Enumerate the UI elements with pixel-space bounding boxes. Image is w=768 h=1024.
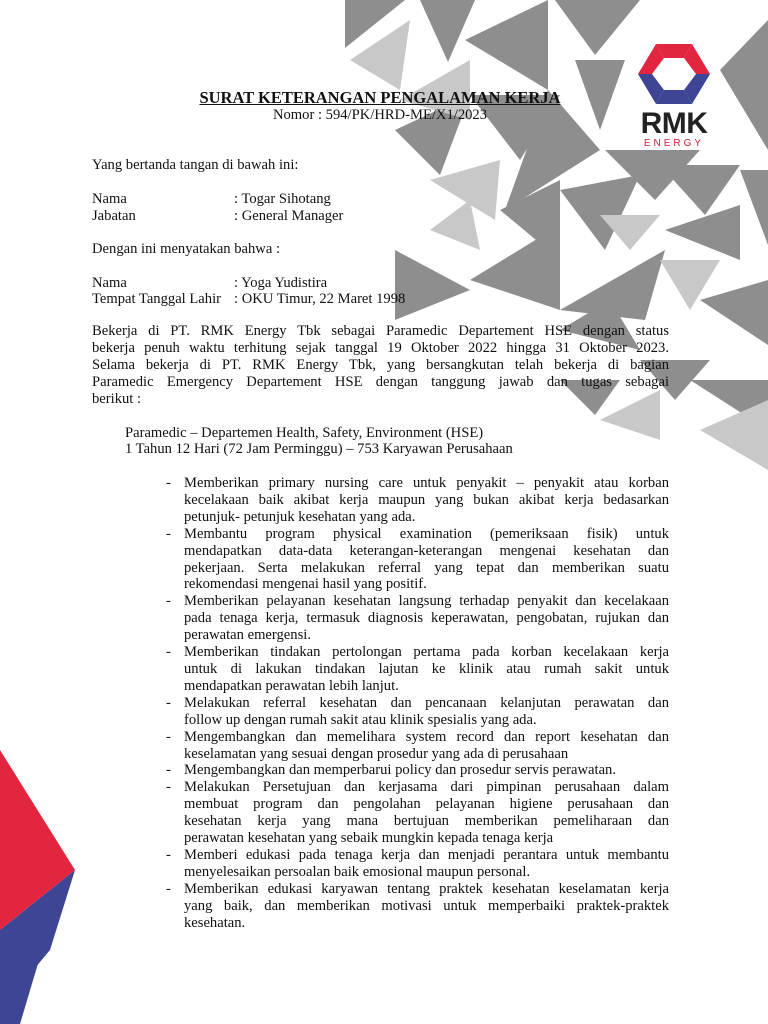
signer-position-value: : General Manager xyxy=(234,208,344,224)
bullet-dash: - xyxy=(166,779,171,796)
bullet-dash: - xyxy=(166,475,171,491)
duty-line: Memberikan edukasi karyawan tentang praktek kesehatan keselamatan kerja xyxy=(184,880,669,897)
duty-item xyxy=(163,593,669,644)
duty-item xyxy=(163,729,669,763)
duty-item xyxy=(163,526,669,594)
signer-name-row xyxy=(92,191,331,208)
paragraph-line: bekerja penuh waktu terhitung sejak tanggal 19 Oktober 2022 hingga 31 Oktober 2023. xyxy=(92,340,669,356)
bullet-dash: - xyxy=(166,728,171,745)
duty-line: pekerjaan. Serta melakukan referral yang tepat dan memberikan suatu xyxy=(184,559,669,576)
duty-item xyxy=(163,695,669,729)
duty-line: Mengembangkan dan memelihara system record dan report kesehatan dan xyxy=(184,728,669,745)
duty-line: Memberikan tindakan pertolongan pertama pada korban kecelakaan kerja xyxy=(184,644,669,661)
bullet-dash: - xyxy=(166,525,171,542)
signer-position-row xyxy=(92,208,343,225)
signer-position-label: Jabatan xyxy=(92,208,136,224)
bullet-dash: - xyxy=(166,644,171,661)
duty-item xyxy=(163,644,669,695)
duty-line: kecelakaan baik akibat kerja maupun yang bukan akibat kerja bedasarkan xyxy=(184,491,669,508)
duty-line: pada tenaga kerja, termasuk diagnosis keperawatan, pengobatan, rujukan dan xyxy=(184,610,669,627)
duty-line: kesehatan kerja yang mana bertujuan memberikan pemeliharaan dan xyxy=(184,813,669,830)
duty-line: perawatan kesehatan yang sebaik mungkin kepada tenaga kerja xyxy=(184,830,554,847)
logo-wordmark: RMK xyxy=(640,107,708,140)
duty-line: Mengembangkan dan memperbarui policy dan prosedur servis perawatan. xyxy=(184,762,616,779)
duty-line: keselamatan yang sesuai dengan prosedur yang ada di perusahaan xyxy=(184,745,569,762)
duty-line: mendapatkan perawatan lebih lanjut. xyxy=(184,677,399,694)
bullet-dash: - xyxy=(166,762,171,779)
rmk-hexagon-icon xyxy=(636,40,712,108)
duty-item xyxy=(163,847,669,881)
duty-line: menyelesaikan persoalan baik emosional maupun personal. xyxy=(184,863,531,880)
employment-paragraph xyxy=(92,323,669,408)
duty-line: Memberi edukasi pada tenaga kerja dan menjadi perantara untuk membantu xyxy=(184,846,669,863)
subject-name-row xyxy=(92,275,327,292)
duty-item xyxy=(163,475,669,526)
document-title: SURAT KETERANGAN PENGALAMAN KERJA xyxy=(199,88,561,107)
subject-birth-label: Tempat Tanggal Lahir xyxy=(92,291,221,307)
intro-text: Yang bertanda tangan di bawah ini: xyxy=(92,157,299,173)
paragraph-line: Selama bekerja di PT. RMK Energy Tbk, yang bersangkutan telah bekerja di bagian xyxy=(92,357,669,373)
duty-line: membuat program dan pengolahan pelayanan higiene perusahaan dan xyxy=(184,796,669,813)
logo-subtitle: ENERGY xyxy=(643,138,705,149)
paragraph-line: berikut : xyxy=(92,391,142,407)
bullet-dash: - xyxy=(166,880,171,897)
paragraph-line: Bekerja di PT. RMK Energy Tbk sebagai Paramedic Departement HSE dengan status xyxy=(92,323,669,339)
duty-line: Memberikan primary nursing care untuk penyakit – penyakit atau korban xyxy=(184,475,669,491)
signer-name-value: : Togar Sihotang xyxy=(234,191,331,207)
duty-line: yang baik, dan memberikan motivasi untuk memperbaiki praktek-praktek xyxy=(184,897,669,914)
paragraph-line: Paramedic Emergency Departement HSE dengan tanggung jawab dan tugas sebagai xyxy=(92,374,669,390)
subject-birth-row xyxy=(92,291,405,308)
duty-line: Melakukan Persetujuan dan kerjasama dari pimpinan perusahaan dalam xyxy=(184,779,669,796)
bullet-dash: - xyxy=(166,694,171,711)
duty-line: rekomendasi mengenai hasil yang positif. xyxy=(184,576,427,593)
duty-line: Memberikan pelayanan kesehatan langsung terhadap penyakit dan kecelakaan xyxy=(184,593,669,610)
duty-line: Membantu program physical examination (pemeriksaan fisik) untuk xyxy=(184,525,669,542)
duty-line: perawatan emergensi. xyxy=(184,627,311,644)
role-title: Paramedic – Departemen Health, Safety, Environment (HSE) xyxy=(125,425,484,441)
duties-list xyxy=(163,475,669,931)
subject-name-value: : Yoga Yudistira xyxy=(234,275,328,291)
subject-name-label: Nama xyxy=(92,275,127,291)
duty-line: mendapatkan data-data keterangan-keterangan mengenai kesehatan dan xyxy=(184,542,669,559)
company-logo xyxy=(632,40,716,150)
duty-line: petunjuk- petunjuk kesehatan yang ada. xyxy=(184,508,416,525)
duty-line: Melakukan referral kesehatan dan pencanaan kelanjutan perawatan dan xyxy=(184,694,669,711)
role-detail: 1 Tahun 12 Hari (72 Jam Perminggu) – 753 Karyawan Perusahaan xyxy=(125,441,513,457)
declaration-text: Dengan ini menyatakan bahwa : xyxy=(92,241,281,257)
duty-item xyxy=(163,762,669,779)
signer-name-label: Nama xyxy=(92,191,127,207)
duty-line: kesehatan. xyxy=(184,914,246,931)
duty-item xyxy=(163,881,669,932)
document-number: Nomor : 594/PK/HRD-ME/X1/2023 xyxy=(272,107,488,123)
duty-line: untuk di lakukan tindakan lajutan ke klinik atau rumah sakit untuk xyxy=(184,660,669,677)
bullet-dash: - xyxy=(166,846,171,863)
duty-line: follow up dengan rumah sakit atau klinik spesialis yang ada. xyxy=(184,711,537,728)
bullet-dash: - xyxy=(166,593,171,610)
subject-birth-value: : OKU Timur, 22 Maret 1998 xyxy=(234,291,406,307)
duty-item xyxy=(163,779,669,847)
